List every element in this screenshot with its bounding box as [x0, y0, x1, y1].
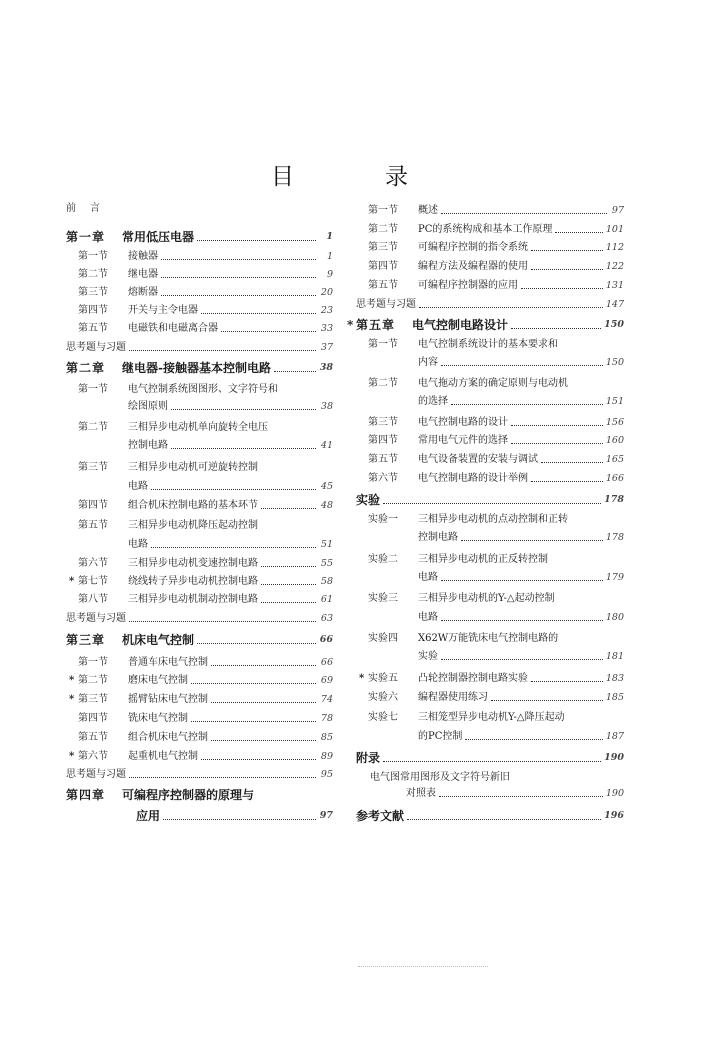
- section-title-cont: 控制电路: [128, 440, 168, 451]
- toc-entry[interactable]: [66, 558, 333, 570]
- section-title-cont: 的PC控制: [418, 731, 463, 742]
- dot-leader: [191, 720, 316, 722]
- toc-entry[interactable]: [356, 651, 624, 663]
- toc-entry[interactable]: [356, 396, 624, 408]
- toc-entry[interactable]: [356, 299, 624, 311]
- section-title: 三相异步电动机的点动控制和正转: [418, 514, 568, 525]
- toc-entry[interactable]: [66, 713, 333, 725]
- page-number: 166: [605, 473, 624, 484]
- chapter-label: 第二章: [66, 361, 106, 375]
- section-title-cont: 内容: [418, 357, 438, 368]
- toc-entry[interactable]: [66, 732, 333, 744]
- page-number: 147: [605, 299, 624, 310]
- section-title-cont: 电路: [128, 539, 148, 550]
- dot-leader: [521, 287, 603, 289]
- toc-entry[interactable]: [66, 323, 333, 335]
- toc-entry[interactable]: [66, 401, 333, 413]
- exercises-heading: 思考题与习题: [66, 342, 126, 353]
- exercises-heading: 思考题与习题: [66, 769, 126, 780]
- chapter-title: 可编程序控制器的原理与: [122, 788, 255, 802]
- toc-entry[interactable]: [66, 594, 333, 606]
- dot-leader: [151, 488, 316, 490]
- toc-entry[interactable]: [356, 280, 624, 292]
- toc-entry[interactable]: [66, 500, 333, 512]
- dot-leader: [201, 312, 316, 314]
- section-title: 电气控制系统设计的基本要求和: [418, 339, 558, 350]
- page-number: 156: [605, 417, 624, 428]
- page-number: 33: [320, 323, 333, 334]
- dot-leader: [439, 795, 603, 797]
- page-number: 51: [320, 539, 333, 550]
- toc-entry[interactable]: [66, 203, 333, 215]
- dot-leader: [201, 758, 316, 760]
- page-number: 66: [319, 634, 333, 645]
- section-label: 实验六: [368, 692, 398, 703]
- section-title: 三相异步电动机降压起动控制: [128, 520, 258, 531]
- dot-leader: [511, 327, 601, 329]
- toc-entry[interactable]: [66, 230, 333, 244]
- section-title: 三相异步电动机的Y-△起动控制: [418, 593, 555, 604]
- dot-leader: [511, 442, 603, 444]
- part-heading: 实验: [356, 493, 381, 507]
- dot-leader: [129, 349, 316, 351]
- chapter-title-cont: 应用: [136, 809, 161, 823]
- section-label: 第一节: [78, 251, 108, 262]
- section-label: 实验五: [368, 673, 398, 684]
- page-number: 179: [605, 572, 624, 583]
- dot-leader: [465, 738, 602, 740]
- section-title-cont: 电路: [418, 572, 438, 583]
- section-label: 第三节: [368, 417, 398, 428]
- section-label: 第二节: [368, 224, 398, 235]
- dot-leader: [211, 701, 316, 703]
- toc-entry[interactable]: [66, 657, 333, 669]
- section-label: 实验七: [368, 712, 398, 723]
- page-number: 150: [605, 357, 624, 368]
- toc-entry[interactable]: [66, 305, 333, 317]
- dot-leader: [274, 370, 316, 372]
- toc-entry[interactable]: [66, 342, 333, 354]
- section-label: 第五节: [368, 280, 398, 291]
- page-number: 38: [319, 362, 333, 373]
- toc-entry[interactable]: [66, 462, 333, 474]
- section-title: 磨床电气控制: [128, 675, 188, 686]
- section-label: 第四节: [78, 305, 108, 316]
- toc-entry[interactable]: [356, 554, 624, 566]
- optional-star-marker: *: [69, 576, 75, 587]
- section-label: 实验三: [368, 593, 398, 604]
- page-number: 196: [604, 810, 624, 821]
- section-title: 三相异步电动机制动控制电路: [128, 594, 258, 605]
- dot-leader: [531, 249, 603, 251]
- toc-entry[interactable]: [356, 612, 624, 624]
- page-number: 95: [320, 769, 333, 780]
- toc-entry[interactable]: [356, 473, 624, 485]
- page-number: 38: [320, 401, 333, 412]
- dot-leader: [407, 818, 601, 820]
- toc-entry[interactable]: [356, 514, 624, 526]
- page-number: 66: [320, 657, 333, 668]
- toc-entry[interactable]: [356, 572, 624, 584]
- section-label: 第一节: [78, 384, 108, 395]
- dot-leader: [511, 424, 603, 426]
- page-number: 97: [319, 810, 333, 821]
- page-number: 58: [320, 576, 333, 587]
- page-number: 23: [320, 305, 333, 316]
- page-number: 150: [604, 319, 624, 330]
- toc-entry[interactable]: [66, 769, 333, 781]
- section-title: 电气控制电路的设计举例: [418, 473, 528, 484]
- toc-entry[interactable]: [356, 454, 624, 466]
- page-number: 97: [611, 205, 624, 216]
- dot-leader: [129, 776, 316, 778]
- exercises-heading: 思考题与习题: [66, 613, 126, 624]
- toc-entry[interactable]: [66, 633, 333, 647]
- section-title: 继电器: [128, 269, 158, 280]
- dot-leader: [171, 447, 316, 449]
- appendix-title-cont: 对照表: [406, 788, 436, 799]
- part-heading: 参考文献: [356, 809, 405, 823]
- toc-entry[interactable]: [66, 788, 333, 802]
- section-title: 可编程序控制的指令系统: [418, 242, 528, 253]
- section-label: 第一节: [78, 657, 108, 668]
- section-title-cont: 控制电路: [418, 532, 458, 543]
- page-title: 目 录: [271, 164, 442, 190]
- page-number: 20: [320, 287, 333, 298]
- page-number: 37: [320, 342, 333, 353]
- section-title: 凸轮控制器控制电路实验: [418, 673, 528, 684]
- toc-entry[interactable]: [356, 532, 624, 544]
- section-title: 铣床电气控制: [128, 713, 188, 724]
- section-title: 电磁铁和电磁离合器: [128, 323, 218, 334]
- section-title-cont: 的选择: [418, 396, 448, 407]
- toc-entry[interactable]: [356, 772, 624, 784]
- section-label: 第四节: [368, 261, 398, 272]
- section-label: 第二节: [368, 378, 398, 389]
- toc-entry[interactable]: [66, 576, 333, 588]
- page-number: 78: [320, 713, 333, 724]
- toc-entry[interactable]: [66, 384, 333, 396]
- optional-star-marker: *: [69, 751, 75, 762]
- section-title: 电气控制系统图图形、文字符号和: [128, 384, 278, 395]
- part-heading: 附录: [356, 751, 381, 765]
- toc-entry[interactable]: [356, 493, 624, 507]
- page-number: 55: [320, 558, 333, 569]
- section-title-cont: 实验: [418, 651, 438, 662]
- chapter-label: 第一章: [66, 230, 106, 244]
- dot-leader: [191, 682, 316, 684]
- section-title: 熔断器: [128, 287, 158, 298]
- chapter-label: 第三章: [66, 633, 106, 647]
- section-title: 概述: [418, 205, 438, 216]
- dot-leader: [163, 818, 316, 820]
- chapter-label: 第四章: [66, 788, 106, 802]
- page-number: 85: [320, 732, 333, 743]
- page-number: 89: [320, 751, 333, 762]
- dot-leader: [261, 565, 316, 567]
- section-label: 第六节: [368, 473, 398, 484]
- toc-entry[interactable]: [356, 378, 624, 390]
- section-title: 常用电气元件的选择: [418, 435, 508, 446]
- section-title: PC的系统构成和基本工作原理: [418, 224, 553, 235]
- toc-entry[interactable]: [356, 417, 624, 429]
- optional-star-marker: *: [69, 675, 75, 686]
- dot-leader: [419, 306, 603, 308]
- toc-entry[interactable]: [356, 809, 624, 823]
- toc-entry[interactable]: [66, 539, 333, 551]
- page-number: 185: [605, 692, 624, 703]
- page-number: 48: [320, 500, 333, 511]
- toc-entry[interactable]: [66, 440, 333, 452]
- chapter-title: 电气控制电路设计: [412, 318, 509, 332]
- toc-entry[interactable]: [356, 731, 624, 743]
- chapter-title: 继电器-接触器基本控制电路: [122, 361, 271, 375]
- dot-leader: [541, 461, 603, 463]
- toc-entry[interactable]: [66, 251, 333, 263]
- dot-leader: [151, 546, 316, 548]
- section-title: 起重机电气控制: [128, 751, 198, 762]
- dot-leader: [441, 579, 603, 581]
- toc-entry[interactable]: [356, 633, 624, 645]
- optional-star-marker: *: [347, 318, 354, 332]
- dot-leader: [129, 620, 316, 622]
- page-number: 151: [605, 396, 624, 407]
- section-title: 编程方法及编程器的使用: [418, 261, 528, 272]
- optional-star-marker: *: [359, 673, 365, 684]
- section-label: 第二节: [78, 675, 108, 686]
- section-title: 普通车床电气控制: [128, 657, 208, 668]
- section-title: 三相笼型异步电动机Y-△降压起动: [418, 712, 565, 723]
- toc-entry[interactable]: [66, 422, 333, 434]
- section-title: 三相异步电动机的正反转控制: [418, 554, 548, 565]
- section-label: 第四节: [78, 500, 108, 511]
- dot-leader: [261, 583, 316, 585]
- section-label: 第四节: [368, 435, 398, 446]
- toc-entry[interactable]: [356, 339, 624, 351]
- section-label: 第三节: [78, 694, 108, 705]
- toc-entry[interactable]: [347, 318, 624, 332]
- section-label: 第三节: [78, 287, 108, 298]
- page-number: 178: [605, 532, 624, 543]
- section-label: 第一节: [368, 205, 398, 216]
- chapter-title: 机床电气控制: [122, 633, 195, 647]
- dot-leader: [441, 364, 603, 366]
- section-title: 可编程序控制器的应用: [418, 280, 518, 291]
- page-number: 122: [605, 261, 624, 272]
- section-title: 绕线转子异步电动机控制电路: [128, 576, 258, 587]
- toc-entry[interactable]: [66, 520, 333, 532]
- toc-entry[interactable]: [356, 788, 624, 800]
- dot-leader: [555, 231, 602, 233]
- section-label: 实验二: [368, 554, 398, 565]
- section-label: 第二节: [78, 269, 108, 280]
- page-number: 1: [326, 251, 333, 262]
- dot-leader: [161, 276, 316, 278]
- section-title: 三相异步电动机变速控制电路: [128, 558, 258, 569]
- page-number: 160: [605, 435, 624, 446]
- page-number: 101: [605, 224, 624, 235]
- section-label: 第三节: [78, 462, 108, 473]
- section-title: X62W万能铣床电气控制电路的: [418, 633, 559, 644]
- section-title: 电气设备装置的安装与调试: [418, 454, 538, 465]
- section-title-cont: 绘图原则: [128, 401, 168, 412]
- toc-entry[interactable]: [356, 261, 624, 273]
- dot-leader: [451, 403, 603, 405]
- page-number: 178: [604, 494, 624, 505]
- page-number: 131: [605, 280, 624, 291]
- dot-leader: [197, 642, 316, 644]
- toc-entry[interactable]: [356, 593, 624, 605]
- section-label: 第六节: [78, 558, 108, 569]
- dot-leader: [171, 408, 316, 410]
- page-number: 190: [604, 752, 624, 763]
- dot-leader: [161, 258, 316, 260]
- section-title: 电气拖动方案的确定原则与电动机: [418, 378, 568, 389]
- page-number: 63: [320, 613, 333, 624]
- page-number: 180: [605, 612, 624, 623]
- section-label: 第七节: [78, 576, 108, 587]
- dot-leader: [261, 507, 316, 509]
- toc-entry[interactable]: [356, 224, 624, 236]
- appendix-title: 电气图常用图形及文字符号新旧: [370, 772, 510, 783]
- toc-entry[interactable]: [356, 242, 624, 254]
- toc-entry[interactable]: [356, 751, 624, 765]
- page-number: 190: [605, 788, 624, 799]
- section-label: 第五节: [368, 454, 398, 465]
- page-number: 74: [320, 694, 333, 705]
- section-label: 第三节: [368, 242, 398, 253]
- page-number: 112: [605, 242, 624, 253]
- section-label: 第五节: [78, 520, 108, 531]
- section-title: 三相异步电动机单向旋转全电压: [128, 422, 268, 433]
- toc-entry[interactable]: [66, 269, 333, 281]
- section-title: 电气控制电路的设计: [418, 417, 508, 428]
- section-title: 摇臂钻床电气控制: [128, 694, 208, 705]
- toc-entry[interactable]: [356, 673, 624, 685]
- section-label: 第二节: [78, 422, 108, 433]
- exercises-heading: 思考题与习题: [356, 299, 416, 310]
- toc-entry[interactable]: [66, 751, 333, 763]
- toc-entry[interactable]: [356, 712, 624, 724]
- dot-leader: [441, 212, 607, 214]
- section-label: 第八节: [78, 594, 108, 605]
- section-title-cont: 电路: [128, 481, 148, 492]
- page-number: 183: [605, 673, 624, 684]
- toc-entry[interactable]: [356, 692, 624, 704]
- page-number: 1: [326, 231, 333, 242]
- toc-entry[interactable]: [66, 481, 333, 493]
- dot-leader: [161, 294, 316, 296]
- page-number: 41: [320, 440, 333, 451]
- section-title: 编程器使用练习: [418, 692, 488, 703]
- dot-leader: [383, 502, 601, 504]
- section-label: 第五节: [78, 732, 108, 743]
- dot-leader: [461, 539, 603, 541]
- chapter-label: 第五章: [356, 318, 396, 332]
- toc-entry[interactable]: [66, 361, 333, 375]
- toc-entry[interactable]: [66, 675, 333, 687]
- section-label: 第四节: [78, 713, 108, 724]
- toc-entry[interactable]: [356, 357, 624, 369]
- section-label: 实验一: [368, 514, 398, 525]
- page-number: 181: [605, 651, 624, 662]
- toc-entry[interactable]: [356, 205, 624, 217]
- preface-heading: 前 言: [66, 203, 102, 214]
- toc-entry[interactable]: [356, 435, 624, 447]
- section-title: 组合机床电气控制: [128, 732, 208, 743]
- page-number: 45: [320, 481, 333, 492]
- page-number: 69: [320, 675, 333, 686]
- section-label: 第五节: [78, 323, 108, 334]
- scan-smudge: [358, 966, 488, 967]
- section-title: 开关与主令电器: [128, 305, 198, 316]
- dot-leader: [441, 619, 603, 621]
- dot-leader: [491, 699, 603, 701]
- dot-leader: [383, 760, 601, 762]
- dot-leader: [197, 239, 316, 241]
- section-label: 第六节: [78, 751, 108, 762]
- toc-entry[interactable]: [66, 613, 333, 625]
- section-label: 实验四: [368, 633, 398, 644]
- dot-leader: [531, 480, 603, 482]
- dot-leader: [211, 739, 316, 741]
- section-label: 第一节: [368, 339, 398, 350]
- dot-leader: [211, 664, 316, 666]
- dot-leader: [221, 330, 316, 332]
- page-number: 187: [605, 731, 624, 742]
- chapter-title: 常用低压电器: [122, 230, 195, 244]
- page-number: 165: [605, 454, 624, 465]
- dot-leader: [531, 268, 603, 270]
- toc-entry[interactable]: [66, 694, 333, 706]
- dot-leader: [441, 658, 603, 660]
- page-number: 61: [320, 594, 333, 605]
- dot-leader: [531, 680, 603, 682]
- dot-leader: [261, 601, 316, 603]
- toc-entry[interactable]: [66, 287, 333, 299]
- optional-star-marker: *: [69, 694, 75, 705]
- section-title: 三相异步电动机可逆旋转控制: [128, 462, 258, 473]
- page-number: 9: [326, 269, 333, 280]
- section-title: 接触器: [128, 251, 158, 262]
- section-title-cont: 电路: [418, 612, 438, 623]
- toc-entry[interactable]: [66, 809, 333, 823]
- section-title: 组合机床控制电路的基本环节: [128, 500, 258, 511]
